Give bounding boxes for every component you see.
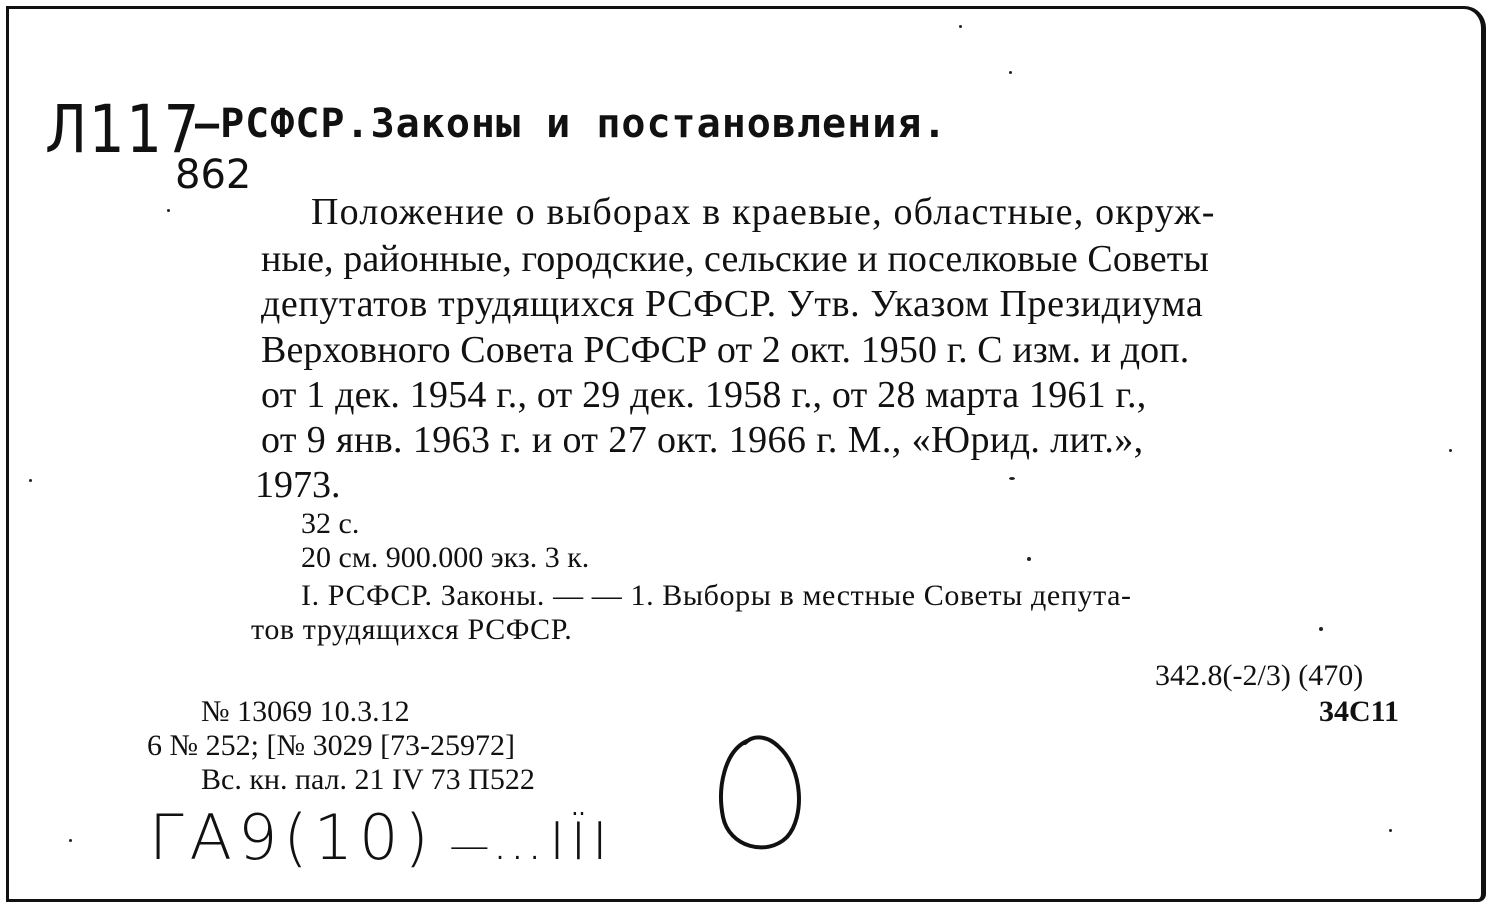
classification: 342.8(-2/3) (470) (1155, 659, 1364, 692)
shelfmark: Л117 (45, 91, 202, 168)
pages: 32 с. (301, 507, 360, 540)
speck (1389, 829, 1392, 832)
catalog-card (6, 6, 1486, 902)
speck (29, 479, 32, 482)
handwritten-zero (709, 729, 809, 859)
print-line: Вс. кн. пал. 21 IV 73 П522 (201, 763, 535, 796)
shelfmark-sub: 862 (175, 152, 252, 198)
size-info: 20 см. 900.000 экз. 3 к. (301, 541, 590, 574)
speck (69, 839, 72, 842)
speck (959, 25, 962, 28)
speck (1009, 477, 1015, 480)
body-line: депутатов трудящихся РСФСР. Утв. Указом Президиума (261, 283, 1204, 325)
handwritten-note: ГА9(10) —…ІЇІ (149, 801, 614, 874)
order-line: 6 № 252; [№ 3029 [73-25972] (147, 729, 516, 762)
speck (167, 209, 170, 212)
heading: —РСФСР.Законы и постановления. (195, 101, 948, 147)
speck (1449, 449, 1452, 452)
subject-line-1: I. РСФСР. Законы. — — 1. Выборы в местные Советы депута- (301, 579, 1132, 612)
classification-code: 34С11 (1319, 695, 1400, 728)
body-line: от 9 янв. 1963 г. и от 27 окт. 1966 г. М., «Юрид. лит.», (261, 419, 1144, 461)
body-line: 1973. (255, 464, 341, 506)
subject-line-2: тов трудящихся РСФСР. (251, 613, 573, 646)
body-line: от 1 дек. 1954 г., от 29 дек. 1958 г., от 28 марта 1961 г., (261, 374, 1147, 416)
body-line: Верховного Совета РСФСР от 2 окт. 1950 г. С изм. и доп. (261, 329, 1190, 371)
speck (1027, 557, 1031, 561)
catalog-number: № 13069 10.3.12 (201, 695, 410, 728)
body-line: ные, районные, городские, сельские и поселковые Советы (261, 238, 1210, 280)
body-line: Положение о выборах в краевые, областные, окруж- (311, 191, 1216, 233)
speck (1009, 71, 1012, 74)
speck (1319, 627, 1323, 631)
